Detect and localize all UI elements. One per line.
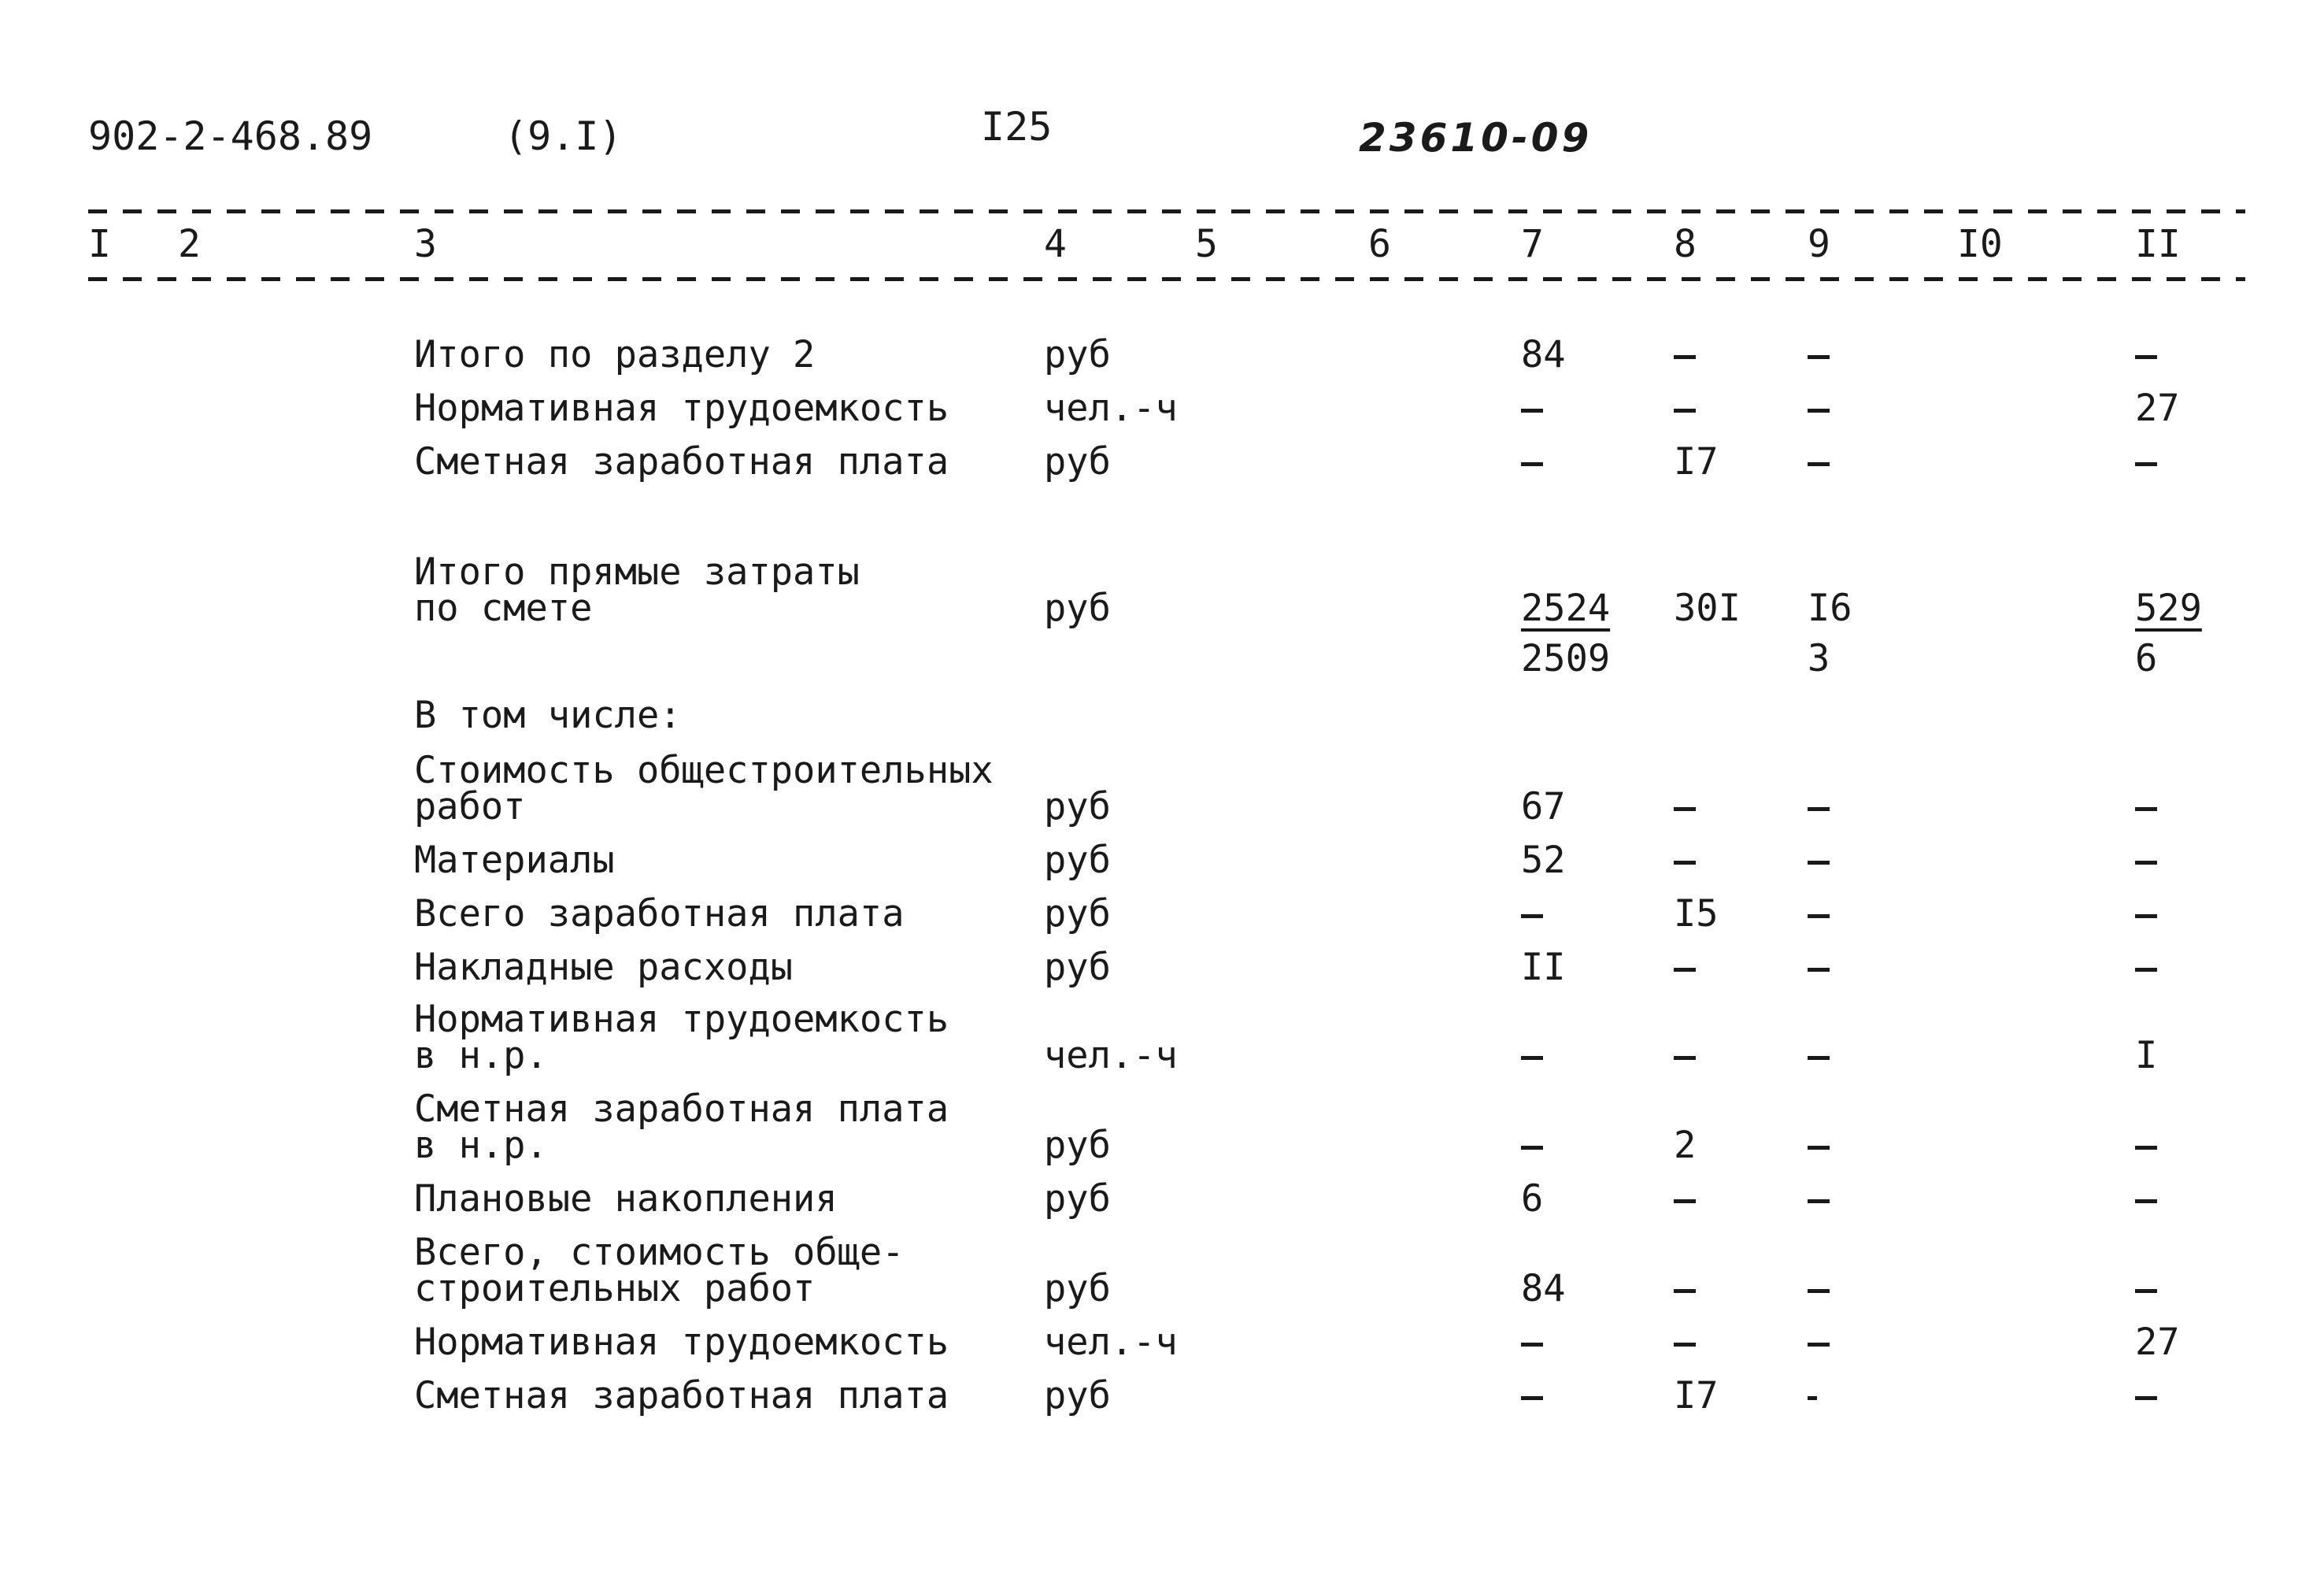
row-value-col9 xyxy=(1808,896,1830,932)
row-value-col9 xyxy=(1808,337,1830,373)
row-label: Нормативная трудоемкость xyxy=(414,1321,949,1364)
row-unit: руб xyxy=(1044,1124,1111,1167)
row-value-col11 xyxy=(2135,1181,2157,1217)
column-number: I xyxy=(88,222,111,266)
column-number: 8 xyxy=(1674,222,1697,266)
row-unit: чел.-ч xyxy=(1044,1321,1178,1364)
column-number: 9 xyxy=(1808,222,1830,266)
row-value-col11 xyxy=(2135,1378,2157,1414)
row-label: Итого прямые затраты xyxy=(414,550,860,594)
column-number: 7 xyxy=(1521,222,1544,266)
row-unit: руб xyxy=(1044,333,1111,376)
row-value-col9-second: 3 xyxy=(1808,637,1830,680)
row-value-col7: 67 xyxy=(1521,785,1566,828)
row-unit: руб xyxy=(1044,1374,1111,1417)
row-value-col8: I5 xyxy=(1674,892,1719,935)
row-label-line2: строительных работ xyxy=(414,1267,816,1310)
row-value-col9 xyxy=(1808,1038,1830,1074)
row-label-line2: работ xyxy=(414,785,526,828)
stamp-number: 23610-09 xyxy=(1359,115,1593,161)
row-value-col8: 2 xyxy=(1674,1124,1697,1167)
row-value-col8 xyxy=(1674,843,1696,879)
row-value-col7 xyxy=(1521,1038,1543,1074)
row-unit: чел.-ч xyxy=(1044,387,1178,430)
row-value-col9 xyxy=(1808,391,1830,427)
row-value-col11-second: 6 xyxy=(2135,637,2158,680)
column-number: I0 xyxy=(1957,222,2003,266)
row-label: В том числе: xyxy=(414,694,682,737)
row-value-col7 xyxy=(1521,1325,1543,1361)
row-value-col9 xyxy=(1808,1325,1830,1361)
row-label: Сметная заработная плата xyxy=(414,1087,949,1131)
row-value-col11: 27 xyxy=(2135,387,2180,430)
row-value-col7: 84 xyxy=(1521,1267,1566,1310)
row-value-col11 xyxy=(2135,444,2157,480)
column-number: II xyxy=(2135,222,2181,266)
row-value-col8 xyxy=(1674,337,1696,373)
row-label: Стоимость общестроительных xyxy=(414,749,994,792)
row-label: Всего заработная плата xyxy=(414,892,905,935)
row-unit: чел.-ч xyxy=(1044,1034,1178,1077)
row-value-col8: 30I xyxy=(1674,587,1741,630)
row-value-col7 xyxy=(1521,896,1543,932)
row-value-col9 xyxy=(1808,789,1830,825)
row-value-col11 xyxy=(2135,1128,2157,1164)
column-number: 2 xyxy=(178,222,201,266)
row-value-col9 xyxy=(1808,1128,1830,1164)
row-unit: руб xyxy=(1044,1267,1111,1310)
row-value-col7-second: 2509 xyxy=(1521,637,1611,680)
row-value-col11: 27 xyxy=(2135,1321,2180,1364)
row-label: Нормативная трудоемкость xyxy=(414,387,949,430)
row-value-col7 xyxy=(1521,391,1543,427)
row-value-col7: 52 xyxy=(1521,839,1566,882)
row-value-col8 xyxy=(1674,950,1696,986)
column-number: 5 xyxy=(1195,222,1218,266)
row-value-col8 xyxy=(1674,1181,1696,1217)
row-unit: руб xyxy=(1044,587,1111,630)
row-value-col9 xyxy=(1808,444,1830,480)
row-value-col11 xyxy=(2135,950,2157,986)
section-code: (9.I) xyxy=(504,113,623,159)
row-value-col9 xyxy=(1808,843,1830,879)
row-value-col7 xyxy=(1521,444,1543,480)
row-value-col9 xyxy=(1808,1378,1817,1414)
column-number: 4 xyxy=(1044,222,1067,266)
row-value-col9 xyxy=(1808,950,1830,986)
row-value-col8 xyxy=(1674,1271,1696,1307)
row-value-col9 xyxy=(1808,1181,1830,1217)
row-label: Плановые накопления xyxy=(414,1177,838,1221)
row-label-line2: по смете xyxy=(414,587,593,630)
doc-code: 902-2-468.89 xyxy=(88,113,373,159)
page-number: I25 xyxy=(981,104,1053,150)
column-number: 6 xyxy=(1368,222,1391,266)
row-value-col7: 6 xyxy=(1521,1177,1544,1221)
table-header-rule xyxy=(88,277,2245,281)
row-unit: руб xyxy=(1044,946,1111,989)
row-value-col11 xyxy=(2135,337,2157,373)
row-value-col8: I7 xyxy=(1674,1374,1719,1417)
row-value-col8 xyxy=(1674,1325,1696,1361)
row-label: Накладные расходы xyxy=(414,946,794,989)
row-label: Сметная заработная плата xyxy=(414,440,949,483)
row-value-col11 xyxy=(2135,1271,2157,1307)
row-value-col11 xyxy=(2135,843,2157,879)
row-label-line2: в н.р. xyxy=(414,1034,548,1077)
row-value-col8 xyxy=(1674,789,1696,825)
row-label: Материалы xyxy=(414,839,615,882)
row-value-col11 xyxy=(2135,789,2157,825)
row-value-col8: I7 xyxy=(1674,440,1719,483)
row-unit: руб xyxy=(1044,839,1111,882)
row-value-col9 xyxy=(1808,1271,1830,1307)
row-value-col7: II xyxy=(1521,946,1566,989)
row-unit: руб xyxy=(1044,1177,1111,1221)
row-label: Всего, стоимость обще- xyxy=(414,1231,905,1274)
row-value-col7 xyxy=(1521,1378,1543,1414)
row-value-col8 xyxy=(1674,391,1696,427)
row-value-col9: I6 xyxy=(1808,587,1852,630)
row-label: Сметная заработная плата xyxy=(414,1374,949,1417)
table-top-rule xyxy=(88,209,2245,213)
row-unit: руб xyxy=(1044,785,1111,828)
row-value-col8 xyxy=(1674,1038,1696,1074)
column-number: 3 xyxy=(414,222,437,266)
row-label-line2: в н.р. xyxy=(414,1124,548,1167)
row-label: Нормативная трудоемкость xyxy=(414,998,949,1041)
row-value-col7: 84 xyxy=(1521,333,1566,376)
row-unit: руб xyxy=(1044,440,1111,483)
row-value-col11: 529 xyxy=(2135,587,2202,630)
row-value-col11 xyxy=(2135,896,2157,932)
row-value-col11: I xyxy=(2135,1034,2158,1077)
row-unit: руб xyxy=(1044,892,1111,935)
row-value-col7: 2524 xyxy=(1521,587,1611,630)
row-label: Итого по разделу 2 xyxy=(414,333,816,376)
row-value-col7 xyxy=(1521,1128,1543,1164)
